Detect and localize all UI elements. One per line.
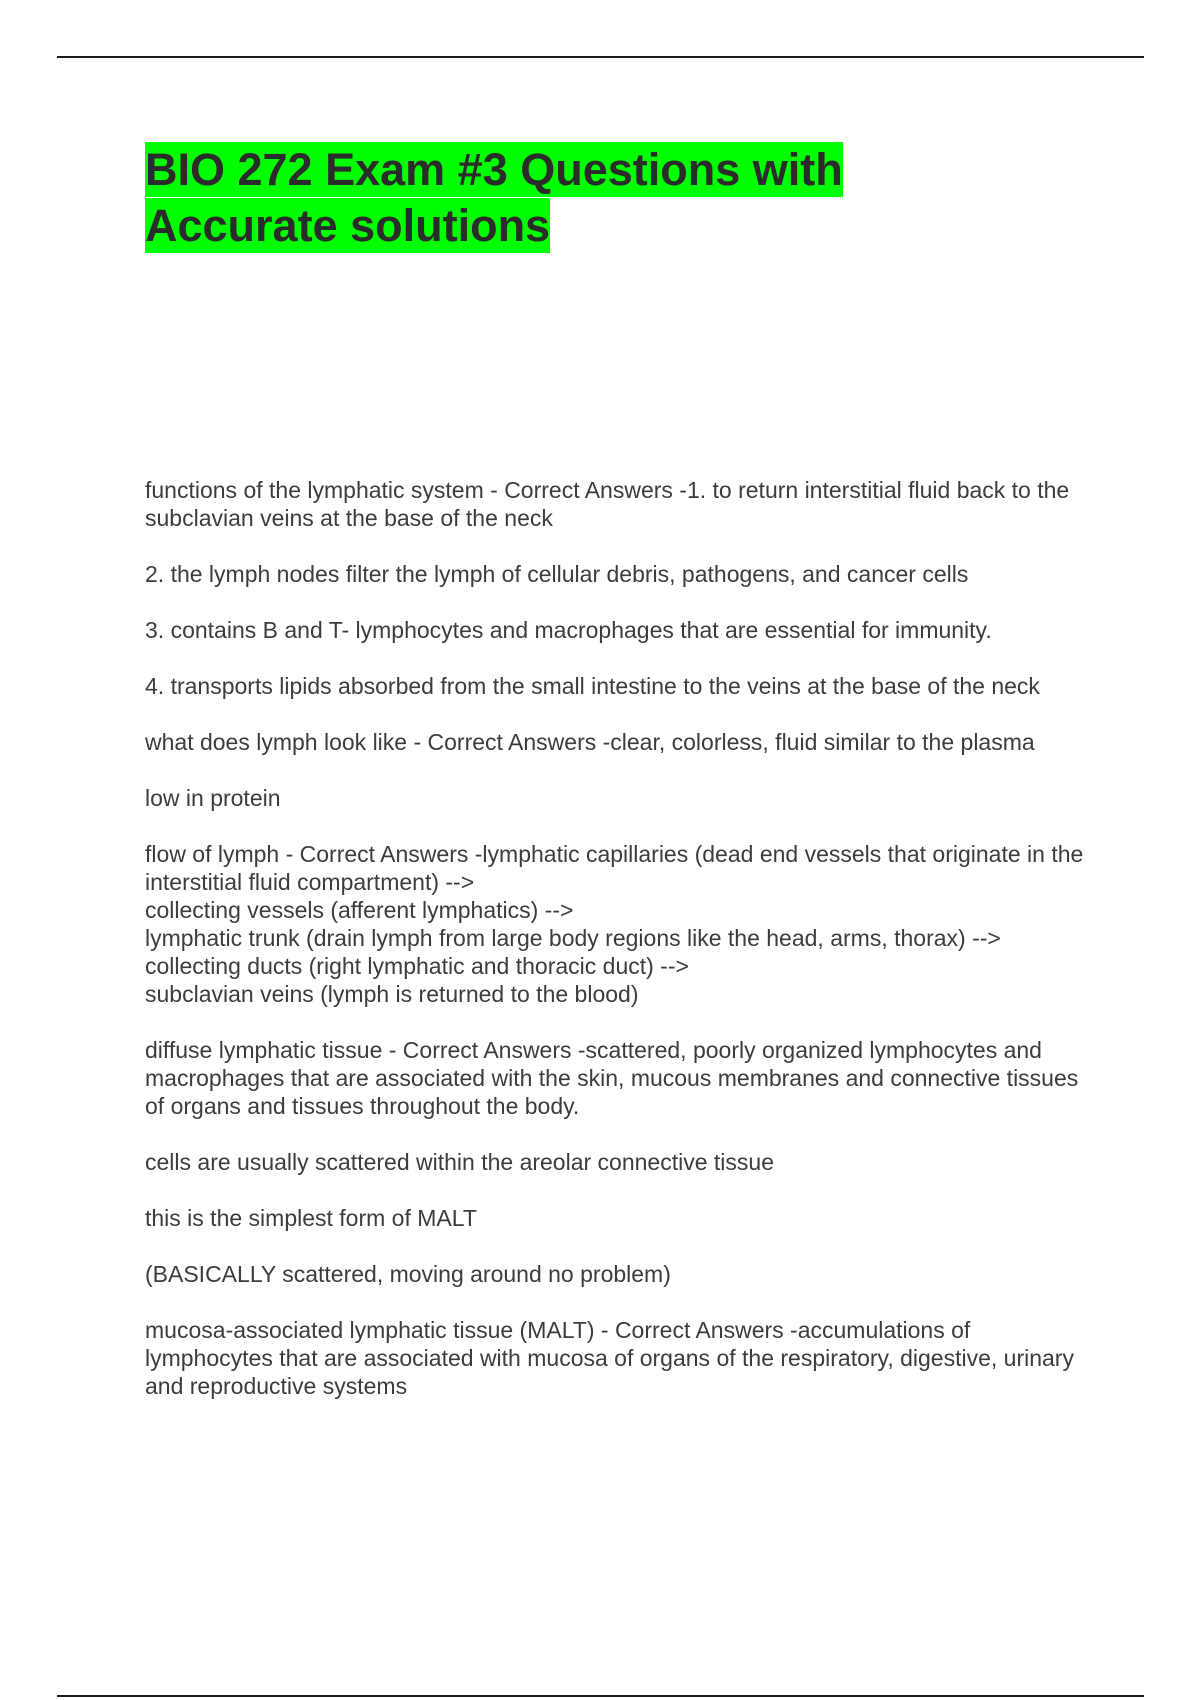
paragraph-lymph-appearance: what does lymph look like - Correct Answers -clear, colorless, fluid similar to the plasma xyxy=(145,729,1035,755)
paragraph-lymphocytes: 3. contains B and T- lymphocytes and macrophages that are essential for immunity. xyxy=(145,617,992,643)
top-rule xyxy=(57,56,1144,58)
paragraph-flow-of-lymph: flow of lymph - Correct Answers -lymphatic capillaries (dead end vessels that originate in the interstitial fluid compartment) --> collecting vessels (afferent lymphatics) --> lymphatic trunk (drain lymph from large body regions like the head, arms, thorax) --> collecting ducts (right lymphatic and thoracic duct) --> subclavian veins (lymph is returned to the blood) xyxy=(145,841,1084,1007)
paragraph-lymph-nodes-filter: 2. the lymph nodes filter the lymph of cellular debris, pathogens, and cancer cells xyxy=(145,561,969,587)
bottom-rule xyxy=(57,1695,1144,1697)
paragraph-diffuse-lymphatic-tissue: diffuse lymphatic tissue - Correct Answers -scattered, poorly organized lymphocytes and macrophages that are associated with the skin, mucous membranes and connective tissues of organs and tissues throughout the body. xyxy=(145,1037,1079,1119)
paragraph-low-protein: low in protein xyxy=(145,785,281,811)
paragraph-basically-scattered: (BASICALLY scattered, moving around no problem) xyxy=(145,1261,671,1287)
paragraph-transports-lipids: 4. transports lipids absorbed from the small intestine to the veins at the base of the neck xyxy=(145,673,1040,699)
paragraph-areolar-tissue: cells are usually scattered within the areolar connective tissue xyxy=(145,1149,774,1175)
paragraph-simplest-malt: this is the simplest form of MALT xyxy=(145,1205,477,1231)
document-body xyxy=(145,476,1095,1428)
paragraph-lymphatic-functions: functions of the lymphatic system - Correct Answers -1. to return interstitial fluid back to the subclavian veins at the base of the neck xyxy=(145,477,1070,531)
title-highlight: BIO 272 Exam #3 Questions with Accurate solutions xyxy=(145,144,843,251)
document-title xyxy=(145,142,1045,254)
paragraph-malt-definition: mucosa-associated lymphatic tissue (MALT) - Correct Answers -accumulations of lymphocytes that are associated with mucosa of organs of the respiratory, digestive, urinary and reproductive systems xyxy=(145,1317,1074,1399)
